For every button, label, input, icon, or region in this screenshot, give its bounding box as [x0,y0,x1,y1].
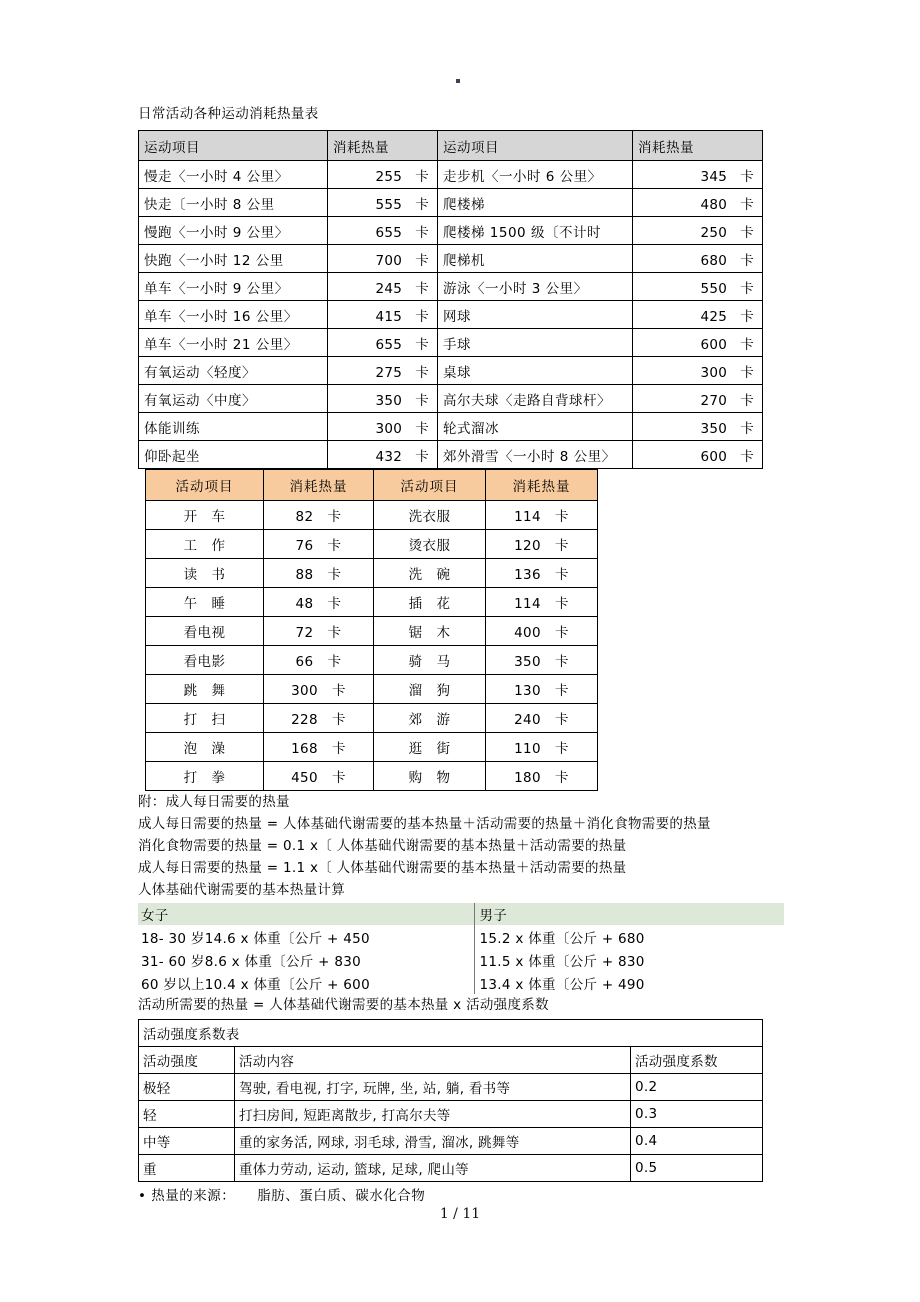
activity-calorie-right: 114 卡 [486,501,598,530]
table-row [139,273,763,301]
exercise-name-left: 单车〈一小时 21 公里〉 [139,329,328,357]
page-footer: 1 / 11 [439,1206,481,1222]
bmr-formula-male: 15.2 x 体重〔公斤 + 680 [474,925,784,948]
bmr-formula-female: 60 岁以上10.4 x 体重〔公斤 + 600 [141,976,370,993]
column-header-calorie-left: 消耗热量 [264,470,374,501]
intensity-level: 轻 [139,1101,235,1128]
note-line-5: 人体基础代谢需要的基本热量计算 [138,882,345,898]
column-header-intensity-level: 活动强度 [139,1047,235,1074]
exercise-calorie-left: 432 卡 [328,441,438,469]
activity-calorie-right: 180 卡 [486,762,598,791]
column-header-intensity-coefficient: 活动强度系数 [631,1047,763,1074]
activity-calorie-right: 400 卡 [486,617,598,646]
note-line-4: 成人每日需要的热量 = 1.1 x〔 人体基础代谢需要的基本热量＋活动需要的热量 [138,860,627,876]
page-title: 日常活动各种运动消耗热量表 [138,106,319,122]
table-row [139,245,763,273]
column-header-exercise-left: 运动项目 [139,131,328,161]
bmr-formula-male: 11.5 x 体重〔公斤 + 830 [474,948,784,971]
exercise-calorie-right: 300 卡 [633,357,763,385]
table-row [146,501,598,530]
table-row [146,733,598,762]
note-line-1: 附：成人每日需要的热量 [138,794,290,810]
activity-name-right: 洗 碗 [374,559,486,588]
exercise-calorie-left: 655 卡 [328,329,438,357]
bmr-formula-female: 31- 60 岁8.6 x 体重〔公斤 + 830 [141,953,362,970]
activity-name-right: 购 物 [374,762,486,791]
exercise-calorie-left: 245 卡 [328,273,438,301]
exercise-name-right: 轮式溜冰 [438,413,633,441]
calorie-source-line [138,1185,786,1207]
activity-calorie-left: 168 卡 [264,733,374,762]
exercise-name-left: 体能训练 [139,413,328,441]
exercise-calorie-left: 555 卡 [328,189,438,217]
table-row [139,217,763,245]
activity-calorie-left: 82 卡 [264,501,374,530]
exercise-calorie-right: 600 卡 [633,441,763,469]
activity-calorie-right: 120 卡 [486,530,598,559]
exercise-calorie-right: 345 卡 [633,161,763,189]
exercise-name-right: 郊外滑雪〈一小时 8 公里〉 [438,441,633,469]
intensity-coefficient: 0.3 [631,1101,763,1128]
column-header-exercise-right: 运动项目 [438,131,633,161]
exercise-calorie-table [138,130,763,469]
intensity-coefficient: 0.4 [631,1128,763,1155]
table-row [146,588,598,617]
activity-calorie-left: 66 卡 [264,646,374,675]
column-header-calorie-right: 消耗热量 [486,470,598,501]
activity-name-right: 烫衣服 [374,530,486,559]
exercise-calorie-left: 700 卡 [328,245,438,273]
exercise-name-right: 网球 [438,301,633,329]
table-row [146,559,598,588]
note-line-2: 成人每日需要的热量 = 人体基础代谢需要的基本热量＋活动需要的热量＋消化食物需要的热量 [138,816,711,832]
activity-calorie-right: 136 卡 [486,559,598,588]
exercise-calorie-right: 250 卡 [633,217,763,245]
activity-name-right: 洗衣服 [374,501,486,530]
table-row [139,1128,763,1155]
exercise-name-right: 桌球 [438,357,633,385]
table-header-row [138,903,784,925]
exercise-name-left: 慢走〈一小时 4 公里〉 [139,161,328,189]
exercise-calorie-right: 600 卡 [633,329,763,357]
exercise-name-left: 快跑〈一小时 12 公里 [139,245,328,273]
activity-calorie-left: 88 卡 [264,559,374,588]
exercise-name-right: 爬楼梯 1500 级〔不计时 [438,217,633,245]
bmr-formula-table [138,903,784,994]
exercise-calorie-left: 275 卡 [328,357,438,385]
activity-name-left: 打 拳 [146,762,264,791]
exercise-calorie-right: 350 卡 [633,413,763,441]
table-row [139,329,763,357]
column-header-calorie-right: 消耗热量 [633,131,763,161]
activity-name-right: 插 花 [374,588,486,617]
top-page-mark [456,79,460,83]
table-row [139,161,763,189]
activity-calorie-right: 110 卡 [486,733,598,762]
exercise-name-left: 单车〈一小时 9 公里〉 [139,273,328,301]
table-row [139,385,763,413]
exercise-calorie-left: 350 卡 [328,385,438,413]
exercise-calorie-right: 680 卡 [633,245,763,273]
activity-calorie-left: 72 卡 [264,617,374,646]
activity-intensity-table [138,1019,763,1182]
bmr-formula-male: 13.4 x 体重〔公斤 + 490 [474,971,784,994]
document-content [138,104,786,1207]
intensity-content: 驾驶, 看电视, 打字, 玩牌, 坐, 站, 躺, 看书等 [235,1074,631,1101]
exercise-name-left: 慢跑〈一小时 9 公里〉 [139,217,328,245]
activity-calorie-right: 114 卡 [486,588,598,617]
intensity-level: 重 [139,1155,235,1182]
column-header-activity-left: 活动项目 [146,470,264,501]
activity-name-right: 逛 街 [374,733,486,762]
exercise-calorie-right: 270 卡 [633,385,763,413]
exercise-calorie-left: 255 卡 [328,161,438,189]
exercise-name-left: 快走〔一小时 8 公里 [139,189,328,217]
exercise-name-right: 手球 [438,329,633,357]
table-row [146,704,598,733]
activity-calorie-left: 228 卡 [264,704,374,733]
table-header-row [139,131,763,161]
activity-calorie-right: 350 卡 [486,646,598,675]
column-header-male: 男子 [474,903,784,925]
activity-name-left: 看电视 [146,617,264,646]
intensity-level: 中等 [139,1128,235,1155]
exercise-name-right: 爬梯机 [438,245,633,273]
activity-name-right: 溜 狗 [374,675,486,704]
column-header-activity-right: 活动项目 [374,470,486,501]
intensity-table-caption: 活动强度系数表 [139,1020,763,1047]
exercise-calorie-right: 425 卡 [633,301,763,329]
activity-calorie-left: 300 卡 [264,675,374,704]
exercise-name-left: 有氧运动〈中度〉 [139,385,328,413]
intensity-level: 极轻 [139,1074,235,1101]
table-row [139,189,763,217]
exercise-name-left: 有氧运动〈轻度〉 [139,357,328,385]
activity-name-left: 读 书 [146,559,264,588]
calorie-source-label: • 热量的来源： [138,1188,236,1204]
activity-name-left: 跳 舞 [146,675,264,704]
table-row [146,675,598,704]
exercise-calorie-right: 480 卡 [633,189,763,217]
table-row [139,1155,763,1182]
bmr-formula-female: 18- 30 岁14.6 x 体重〔公斤 + 450 [141,930,370,947]
activity-name-right: 郊 游 [374,704,486,733]
activity-calorie-left: 48 卡 [264,588,374,617]
activity-calorie-right: 240 卡 [486,704,598,733]
activity-name-right: 锯 木 [374,617,486,646]
table-caption-row [139,1020,763,1047]
table-row [139,413,763,441]
table-row [138,925,784,948]
table-row [139,357,763,385]
exercise-name-left: 单车〈一小时 16 公里〉 [139,301,328,329]
table-row [146,646,598,675]
activity-name-left: 工 作 [146,530,264,559]
note-line-3: 消化食物需要的热量 = 0.1 x〔 人体基础代谢需要的基本热量＋活动需要的热量 [138,838,627,854]
table-row [139,1101,763,1128]
table-row [138,948,784,971]
table-row [146,530,598,559]
table-row [139,441,763,469]
table-row [139,301,763,329]
calorie-source-value: 脂肪、蛋白质、碳水化合物 [257,1188,426,1204]
table-header-row [139,1047,763,1074]
column-header-intensity-content: 活动内容 [235,1047,631,1074]
activity-name-left: 泡 澡 [146,733,264,762]
activity-name-left: 看电影 [146,646,264,675]
table-header-row [146,470,598,501]
exercise-calorie-right: 550 卡 [633,273,763,301]
table-row [146,617,598,646]
activity-name-right: 骑 马 [374,646,486,675]
daily-activity-calorie-table [145,469,598,791]
intensity-content: 重的家务活, 网球, 羽毛球, 滑雪, 溜冰, 跳舞等 [235,1128,631,1155]
intensity-coefficient: 0.2 [631,1074,763,1101]
intensity-content: 重体力劳动, 运动, 篮球, 足球, 爬山等 [235,1155,631,1182]
exercise-name-right: 游泳〈一小时 3 公里〉 [438,273,633,301]
exercise-name-right: 爬楼梯 [438,189,633,217]
intensity-content: 打扫房间, 短距离散步, 打高尔夫等 [235,1101,631,1128]
column-header-calorie-left: 消耗热量 [328,131,438,161]
table-row [139,1074,763,1101]
activity-name-left: 开 车 [146,501,264,530]
exercise-calorie-left: 300 卡 [328,413,438,441]
exercise-name-right: 走步机〈一小时 6 公里〉 [438,161,633,189]
activity-calorie-left: 450 卡 [264,762,374,791]
exercise-calorie-left: 415 卡 [328,301,438,329]
exercise-name-left: 仰卧起坐 [139,441,328,469]
note-line-6: 活动所需要的热量 = 人体基础代谢需要的基本热量 x 活动强度系数 [138,997,549,1013]
intensity-coefficient: 0.5 [631,1155,763,1182]
column-header-female: 女子 [138,903,474,925]
activity-name-left: 打 扫 [146,704,264,733]
table-row [146,762,598,791]
exercise-calorie-left: 655 卡 [328,217,438,245]
activity-calorie-right: 130 卡 [486,675,598,704]
table-row [138,971,784,994]
exercise-name-right: 高尔夫球〈走路自背球杆〉 [438,385,633,413]
activity-calorie-left: 76 卡 [264,530,374,559]
activity-name-left: 午 睡 [146,588,264,617]
